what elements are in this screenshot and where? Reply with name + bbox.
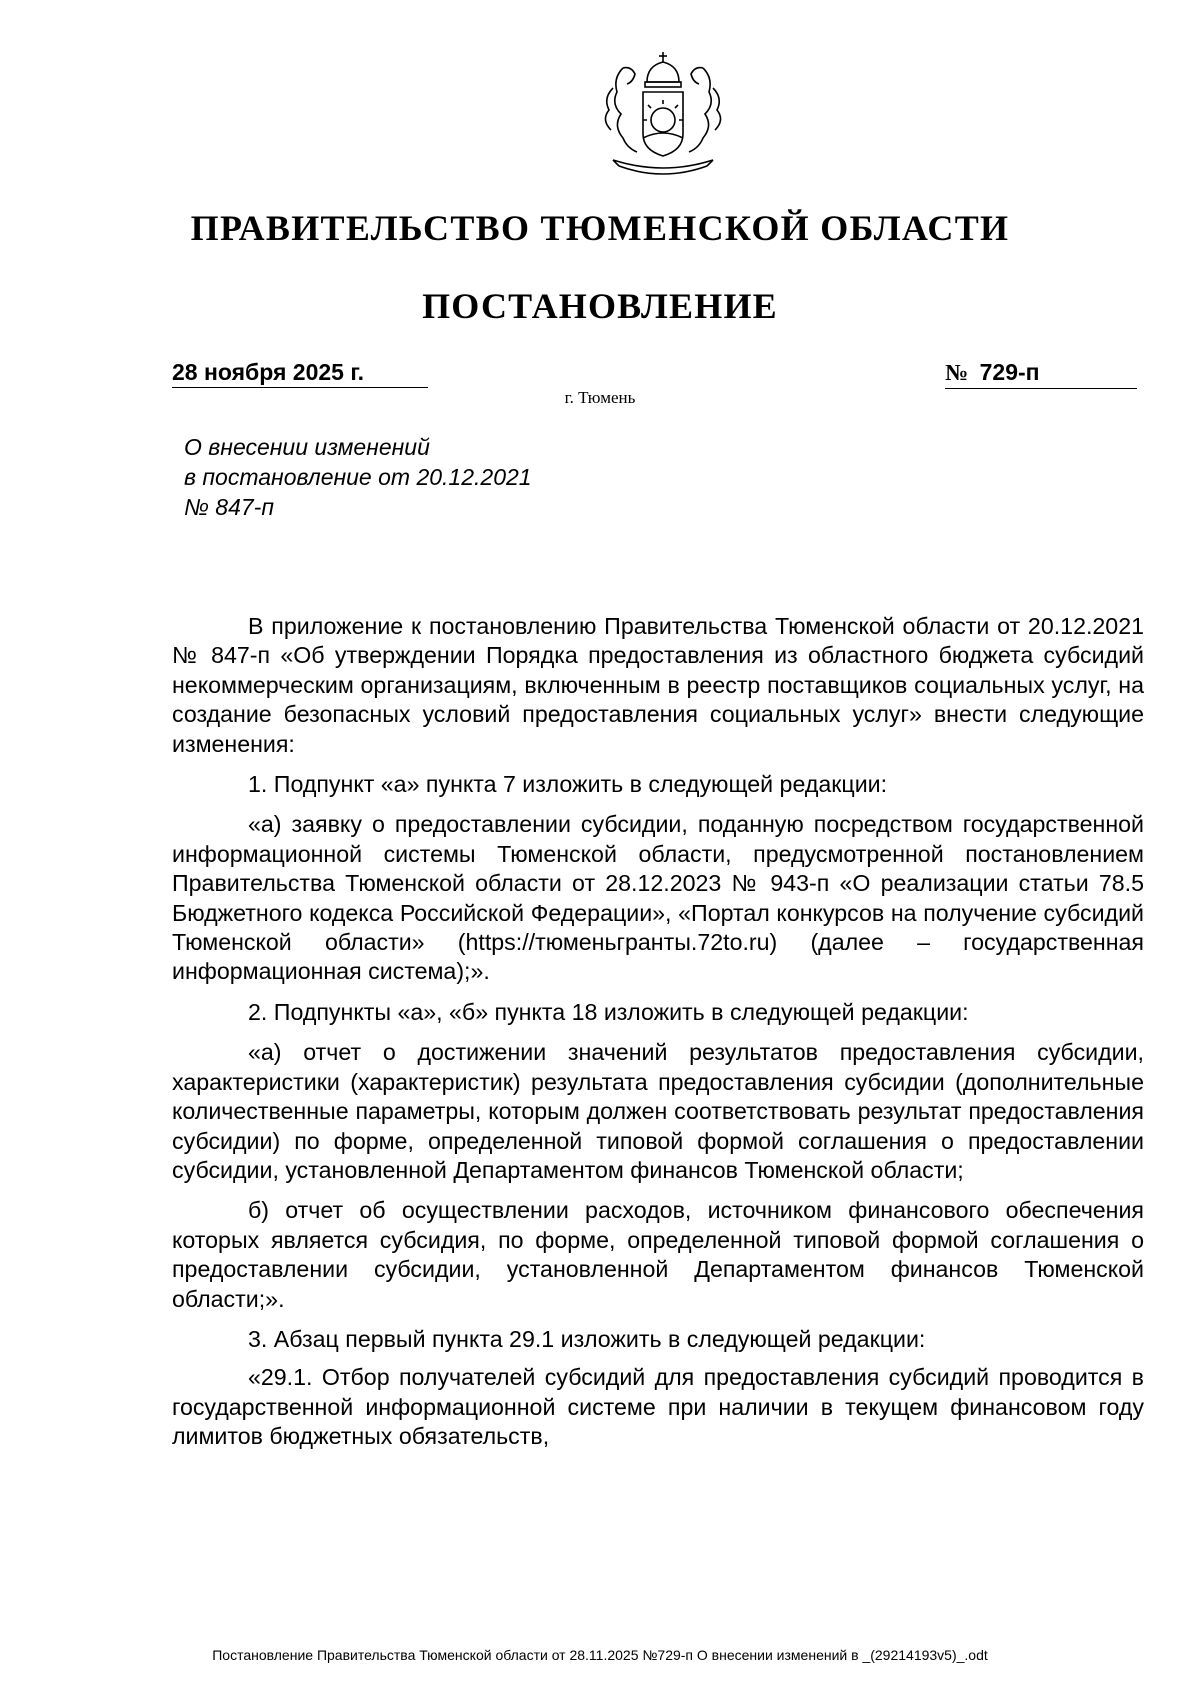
government-title: ПРАВИТЕЛЬСТВО ТЮМЕНСКОЙ ОБЛАСТИ	[190, 208, 1010, 248]
number-sign: №	[945, 360, 969, 385]
subject-line: № 847-п	[184, 494, 274, 520]
paragraph: 3. Абзац первый пункта 29.1 изложить в следующей редакции:	[248, 1325, 926, 1352]
document-subject	[184, 432, 704, 522]
document-type: ПОСТАНОВЛЕНИЕ	[422, 286, 778, 326]
paragraph: «а) отчет о достижении значений результатов предоставления субсидии, характеристики (характеристик) результата предоставления субсидии (дополнительные количественные параметры, которым должен соответствовать результат предоставления субсидии) по форме, определенной типовой формой соглашения о предоставлении субсидии, установленной Департаментом финансов Тюменской области;	[172, 1039, 1144, 1183]
coat-of-arms-icon	[583, 48, 743, 184]
number-value: 729-п	[979, 359, 1040, 385]
document-body	[172, 612, 1144, 1463]
subject-line: О внесении изменений	[184, 434, 430, 460]
subject-line: в постановление от 20.12.2021	[184, 464, 532, 490]
document-number	[945, 358, 1137, 389]
paragraph: б) отчет об осуществлении расходов, источником финансового обеспечения которых является субсидия, по форме, определенной типовой формой соглашения о предоставлении субсидии, установленной Департаментом финансов Тюменской области;».	[172, 1197, 1144, 1312]
paragraph: «а) заявку о предоставлении субсидии, поданную посредством государственной информационной системы Тюменской области, предусмотренной постановлением Правительства Тюменской области от 28.12.2023 № 943-п «О реализации статьи 78.5 Бюджетного кодекса Российской Федерации», «Портал конкурсов на получение субсидий Тюменской области» (https://тюменьгранты.72to.ru) (далее – государственная информационная система);».	[172, 811, 1144, 985]
paragraph: 2. Подпункты «а», «б» пункта 18 изложить в следующей редакции:	[248, 998, 969, 1025]
city: г. Тюмень	[564, 388, 636, 407]
page-footer: Постановление Правительства Тюменской области от 28.11.2025 №729-п О внесении изменений в _(29214193v5)_.odt	[212, 1647, 988, 1663]
paragraph: 1. Подпункт «а» пункта 7 изложить в следующей редакции:	[248, 771, 888, 798]
paragraph: «29.1. Отбор получателей субсидий для предоставления субсидий проводится в государственной информационной системе при наличии в текущем финансовом году лимитов бюджетных обязательств,	[172, 1364, 1144, 1450]
document-date: 28 ноября 2025 г.	[172, 358, 428, 388]
paragraph: В приложение к постановлению Правительства Тюменской области от 20.12.2021 № 847-п «Об утверждении Порядка предоставления из областного бюджета субсидий некоммерческим организациям, включенным в реестр поставщиков социальных услуг, на создание безопасных условий предоставления социальных услуг» внести следующие изменения:	[172, 613, 1144, 757]
